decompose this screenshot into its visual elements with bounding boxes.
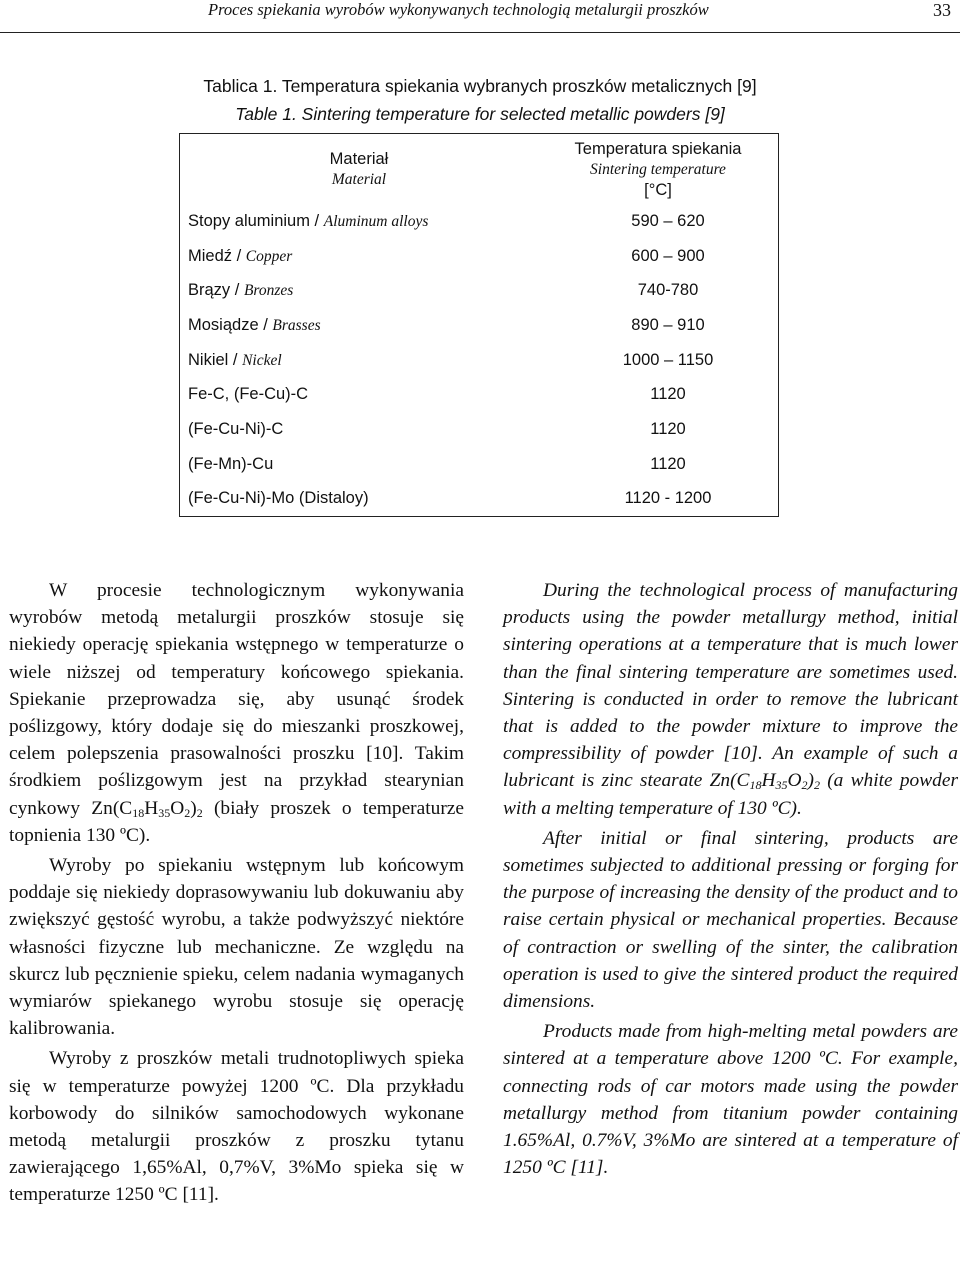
subscript: 35 — [775, 778, 788, 793]
subscript: 2 — [184, 805, 191, 820]
text-run: O — [787, 770, 802, 792]
table-row — [180, 239, 779, 274]
text-run: W procesie technologicznym wykonywania wyrobów metodą metalurgii proszków stosuje się niekiedy operację spiekania wstępnego w temperaturze o wiele niższej od temperatury końcowego spiekania. Spiekanie przeprowadza się, aby usunąć środek poślizgowy, który dodaje się do mieszanki proszkowej, celem polepszenia prasowalności proszku [10]. Takim środkiem poślizgowym jest na przykład stearynian cynkowy Zn(C — [9, 580, 464, 819]
material-cell — [180, 447, 539, 482]
material-pl: Miedź / — [188, 246, 246, 265]
temperature-cell: 590 – 620 — [631, 211, 705, 230]
paragraph-pl-1 — [9, 577, 464, 849]
paragraph-pl-3: Wyroby z proszków metali trudnotopliwych spieka się w temperaturze powyżej 1200 ºC. Dla przykładu korbowody do silników samochodowych wykonane metodą metalurgii proszków z proszku tytanu zawierającego 1,65%Al, 0,7%V, 3%Mo spieka się w temperaturze 1250 ºC [11]. — [9, 1048, 464, 1206]
table-header-row — [180, 134, 779, 205]
subscript: 2 — [196, 805, 203, 820]
material-en: Aluminum alloys — [323, 212, 429, 230]
material-header — [180, 134, 539, 205]
table-row — [180, 204, 779, 239]
page-number: 33 — [933, 0, 951, 20]
material-header-en: Material — [331, 170, 387, 188]
running-header — [0, 0, 960, 33]
material-en: Brasses — [272, 316, 321, 334]
material-en: Nickel — [242, 351, 282, 369]
temperature-cell: 740-780 — [637, 281, 699, 300]
table-row — [180, 273, 779, 308]
table-caption-pl: Tablica 1. Temperatura spiekania wybranych proszków metalicznych [9] — [203, 76, 757, 96]
table-row — [180, 343, 779, 378]
material-cell — [180, 204, 539, 239]
temperature-cell: 1120 — [650, 419, 686, 438]
material-pl: (Fe-Cu-Ni)-Mo (Distaloy) — [188, 489, 369, 508]
table-captions — [0, 72, 960, 128]
temperature-cell: 600 – 900 — [631, 246, 705, 265]
material-pl: Stopy aluminium / — [188, 211, 324, 230]
table-caption-en: Table 1. Sintering temperature for selected metallic powders [9] — [235, 104, 725, 124]
subscript: 2 — [814, 778, 820, 793]
paragraph-en-2: After initial or final sintering, products are sometimes subjected to additional pressing or forging for the purpose of increasing the density of the product and to raise certain physical or mechanical properties. Because of contraction or swelling of the sinter, the calibration operation is used to give the sintered product the required dimensions. — [503, 827, 958, 1013]
paragraph-en-3: Products made from high-melting metal powders are sintered at a temperature above 1200 ºC. For example, connecting rods of car motors made using the powder metallurgy method from titanium powder containing 1.65%Al, 0.7%V, 3%Mo are sintered at a temperature of 1250 ºC [11]. — [503, 1021, 958, 1179]
running-title: Proces spiekania wyrobów wykonywanych technologią metalurgii proszków — [208, 0, 709, 19]
table-row — [180, 377, 779, 412]
text-run: H — [144, 797, 159, 819]
text-run: During the technological process of manufacturing products using the powder metallurgy method, initial sintering operations at a temperature that is much lower than the final sintering temperature are sometimes used. Sintering is conducted in order to remove the lubricant that is added to the powder mixture to improve the compressibility of powder [10]. An example of such a lubricant is zinc stearate Zn(C — [503, 580, 958, 792]
material-pl: (Fe-Cu-Ni)-C — [188, 419, 284, 438]
temperature-cell: 890 – 910 — [631, 315, 705, 334]
temperature-header — [538, 134, 779, 205]
material-cell — [180, 412, 539, 447]
text-run: (biały proszek o temperaturze topnienia 130 ºC). — [9, 797, 464, 846]
temperature-cell: 1120 — [650, 385, 686, 404]
material-pl: Mosiądze / — [188, 315, 273, 334]
material-cell — [180, 377, 539, 412]
material-pl: (Fe-Mn)-Cu — [188, 454, 274, 473]
table-row — [180, 308, 779, 343]
table-row — [180, 447, 779, 482]
material-header-pl: Materiał — [329, 149, 389, 168]
material-cell — [180, 343, 539, 378]
subscript: 35 — [158, 805, 171, 820]
material-cell — [180, 482, 539, 517]
material-pl: Fe-C, (Fe-Cu)-C — [188, 385, 309, 404]
polish-text-column — [9, 577, 464, 1212]
temperature-cell: 1120 - 1200 — [624, 489, 712, 508]
temperature-cell: 1120 — [650, 454, 686, 473]
paragraph-pl-2: Wyroby po spiekaniu wstępnym lub końcowym poddaje się niekiedy doprasowywaniu lub dokuwaniu aby zwiększyć gęstość wyrobu, a także podwyższyć niektóre własności fizyczne lub mechaniczne. Ze względu na skurcz lub pęcznienie spieku, celem nadania wymaganych wymiarów spiekanego wyrobu stosuje się operację kalibrowania. — [9, 855, 464, 1040]
material-pl: Nikiel / — [188, 350, 243, 369]
material-pl: Brązy / — [188, 281, 244, 300]
subscript: 18 — [132, 805, 145, 820]
temperature-cell: 1000 – 1150 — [622, 350, 714, 369]
text-run: ) — [807, 770, 814, 792]
material-cell — [180, 239, 539, 274]
paragraph-en-1 — [503, 577, 958, 822]
table-row — [180, 482, 779, 517]
material-en: Bronzes — [243, 282, 294, 300]
material-cell — [180, 273, 539, 308]
temperature-header-pl: Temperatura spiekania — [574, 139, 742, 158]
temperature-unit: [°C] — [644, 180, 672, 199]
subscript: 2 — [801, 778, 808, 793]
english-text-column — [503, 577, 958, 1184]
text-run: O — [170, 797, 185, 819]
sintering-table — [179, 133, 779, 517]
text-run: (a white powder with a melting temperature of 130 ºC). — [503, 770, 958, 819]
text-run: ) — [190, 797, 197, 819]
table-row — [180, 412, 779, 447]
temperature-header-en: Sintering temperature — [590, 160, 726, 178]
material-en: Copper — [245, 247, 293, 265]
text-run: H — [761, 770, 776, 792]
material-cell — [180, 308, 539, 343]
subscript: 18 — [749, 778, 762, 793]
